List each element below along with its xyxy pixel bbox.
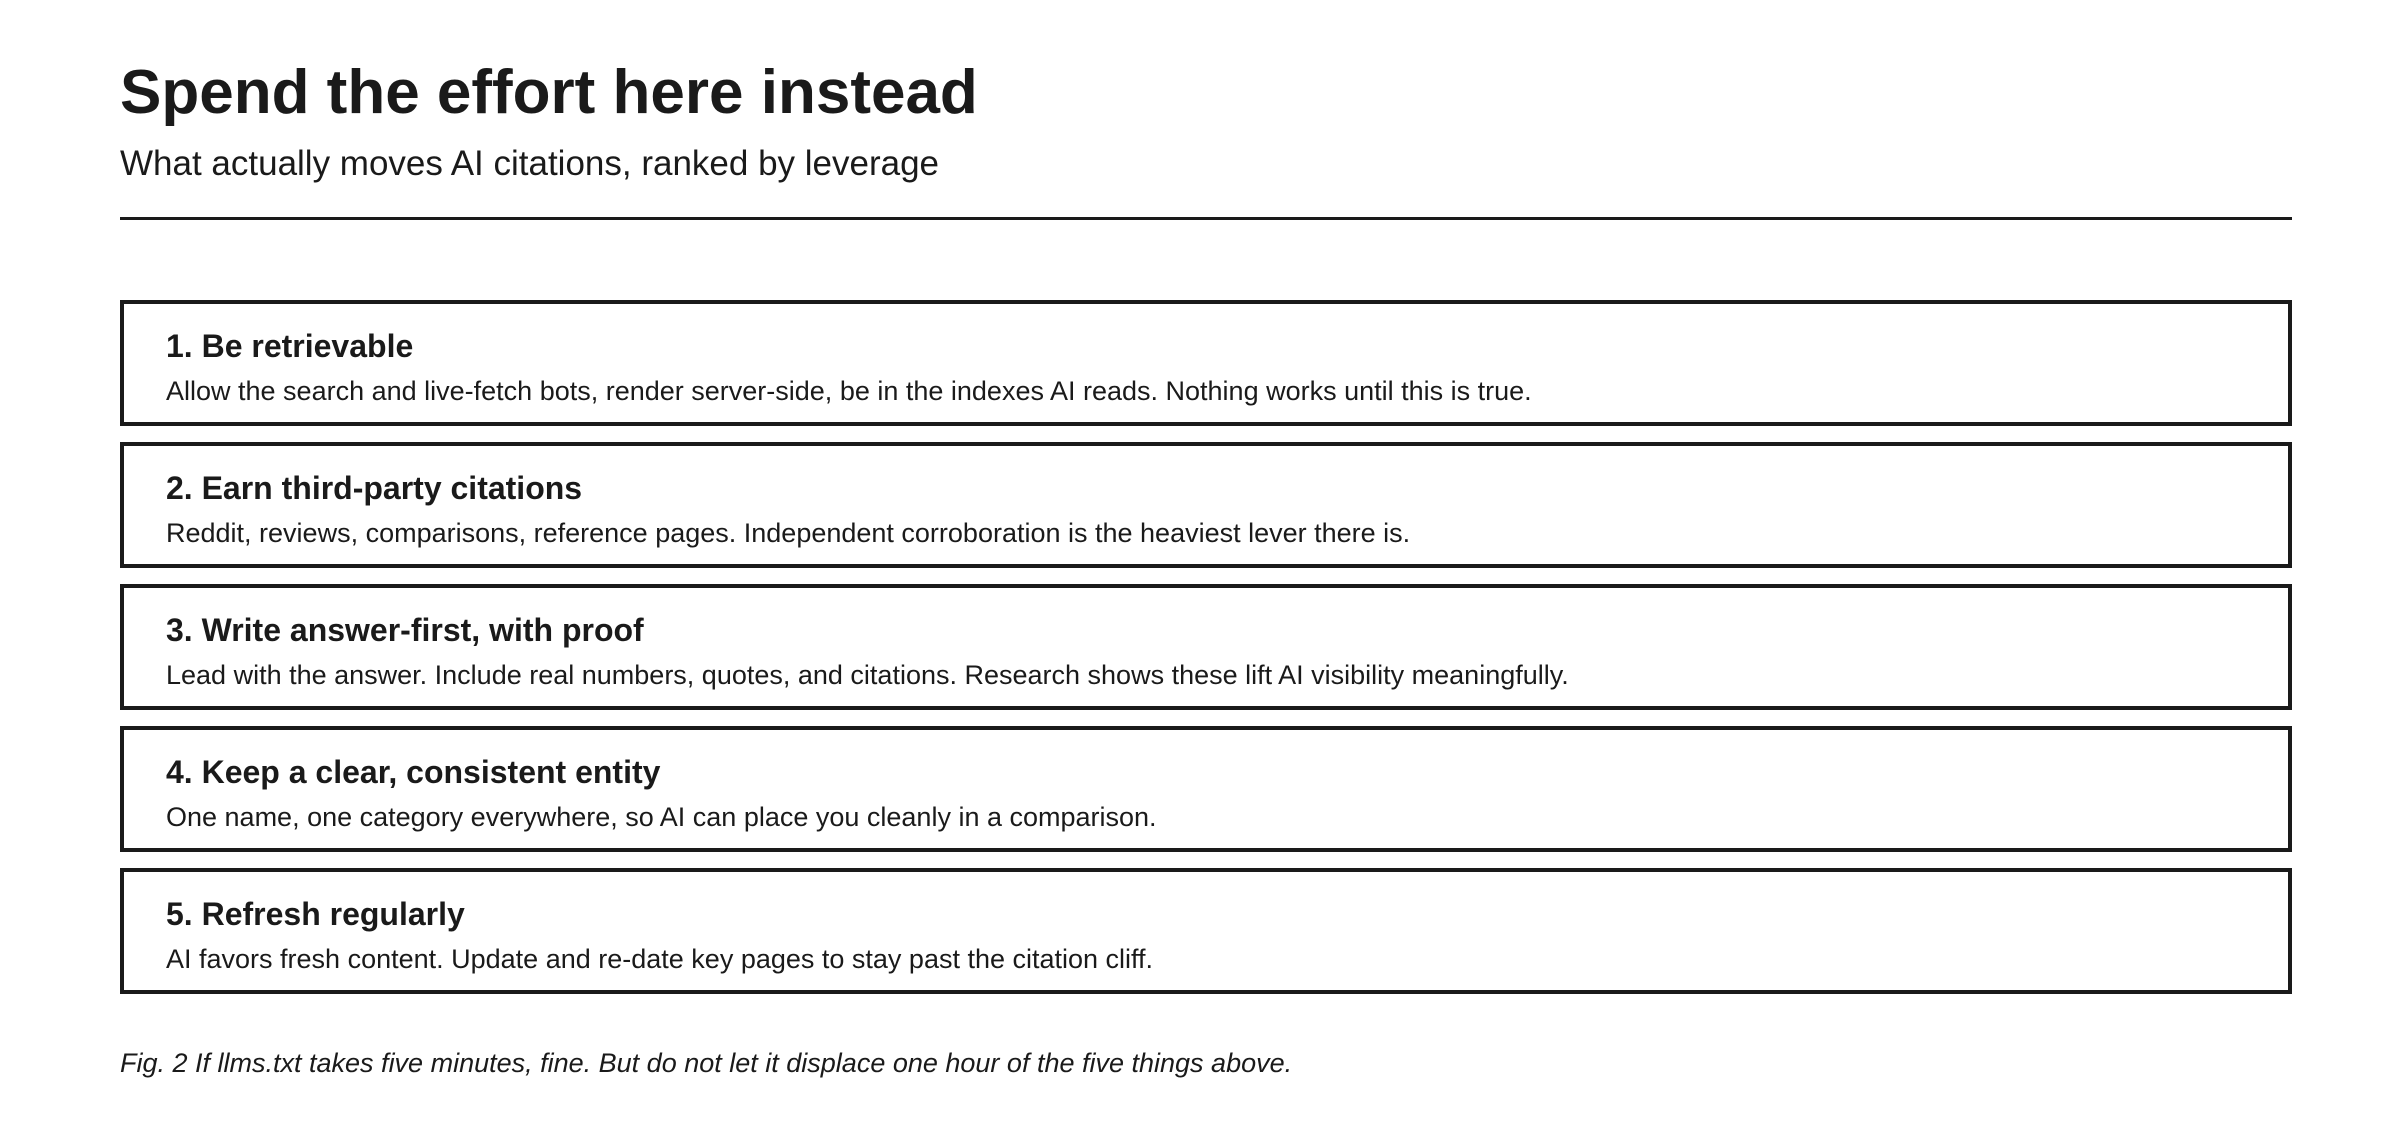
list-item-description: AI favors fresh content. Update and re-date key pages to stay past the citation cliff. xyxy=(166,944,1154,974)
header-divider xyxy=(120,217,2292,220)
list-item-title: 2. Earn third-party citations xyxy=(166,470,583,506)
list-item xyxy=(120,300,2292,426)
list-item-description: Allow the search and live-fetch bots, render server-side, be in the indexes AI reads. Nothing works until this is true. xyxy=(166,376,1532,406)
list-item xyxy=(120,726,2292,852)
ranked-list xyxy=(120,300,2292,1010)
list-item-title: 4. Keep a clear, consistent entity xyxy=(166,754,661,790)
list-item-description: Lead with the answer. Include real numbers, quotes, and citations. Research shows these lift AI visibility meaningfully. xyxy=(166,660,1569,690)
list-item-title: 3. Write answer-first, with proof xyxy=(166,612,644,648)
list-item-title: 5. Refresh regularly xyxy=(166,896,465,932)
list-item-description: Reddit, reviews, comparisons, reference pages. Independent corroboration is the heaviest lever there is. xyxy=(166,518,1411,548)
list-item xyxy=(120,442,2292,568)
list-item-description: One name, one category everywhere, so AI can place you cleanly in a comparison. xyxy=(166,802,1157,832)
page-title: Spend the effort here instead xyxy=(120,58,978,127)
figure-caption: Fig. 2 If llms.txt takes five minutes, fine. But do not let it displace one hour of the five things above. xyxy=(120,1048,1293,1078)
list-item-title: 1. Be retrievable xyxy=(166,328,414,364)
list-item xyxy=(120,868,2292,994)
list-item xyxy=(120,584,2292,710)
page-subtitle: What actually moves AI citations, ranked by leverage xyxy=(120,144,940,183)
